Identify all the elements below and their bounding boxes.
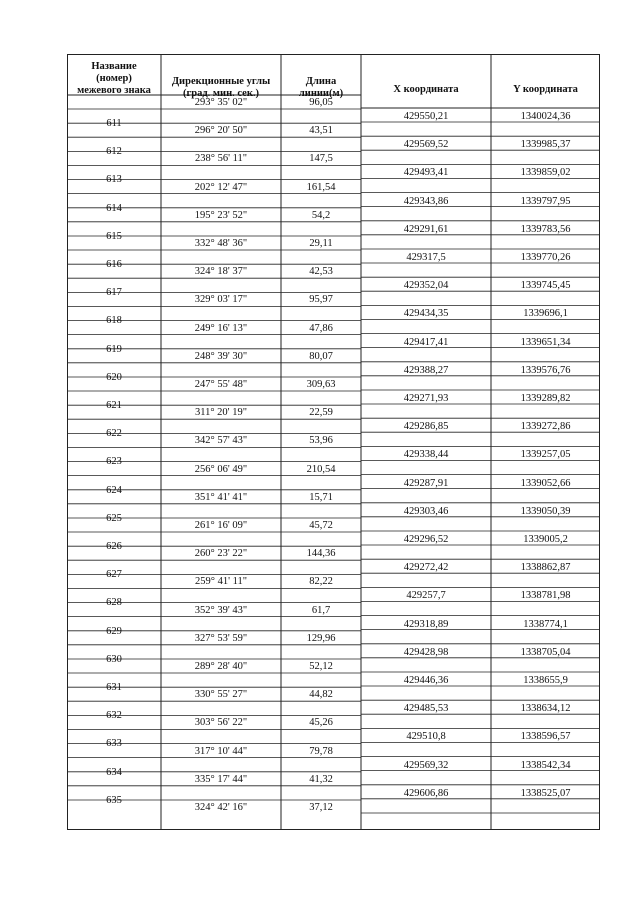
line-length-cell: 129,96 (306, 632, 336, 644)
header-marker-name: Название (номер) межевого знака (77, 61, 151, 96)
marker-name-cell: 615 (106, 230, 122, 242)
x-coordinate-cell: 429272,42 (403, 562, 449, 574)
direction-angle-cell: 202° 12' 47" (194, 181, 248, 193)
y-coordinate-cell: 1338634,12 (520, 703, 571, 715)
marker-name-cell: 631 (106, 682, 122, 693)
direction-angle-cell: 327° 53' 59" (194, 632, 248, 644)
marker-name-cell: 627 (106, 569, 122, 581)
x-coordinate-cell: 429271,93 (403, 393, 449, 404)
line-length-cell: 309,63 (306, 379, 336, 390)
x-coordinate-cell: 429493,41 (403, 167, 449, 179)
x-coordinate-cell: 429318,89 (403, 618, 449, 630)
direction-angle-cell: 259° 41' 11" (195, 576, 247, 588)
y-coordinate-cell: 1339052,66 (520, 477, 571, 489)
direction-angle-cell: 324° 42' 16" (194, 802, 248, 813)
direction-angle-cell: 238° 56' 11" (195, 153, 247, 165)
direction-angle-cell: 335° 17' 44" (194, 773, 248, 785)
x-coordinate-cell: 429510,8 (406, 731, 446, 743)
marker-name-cell: 611 (106, 118, 122, 129)
x-coordinate-cell: 429550,21 (403, 111, 449, 122)
marker-name-cell: 623 (106, 456, 122, 468)
y-coordinate-cell: 1338781,98 (520, 590, 571, 602)
y-coordinate-cell: 1339257,05 (520, 449, 571, 461)
x-coordinate-cell: 429317,5 (406, 252, 446, 263)
direction-angle-cell: 324° 18' 37" (194, 266, 248, 278)
direction-angle-cell: 330° 55' 27" (194, 689, 248, 701)
boundary-coordinates-table (67, 54, 600, 830)
y-coordinate-cell: 1339783,56 (520, 223, 571, 235)
line-length-cell: 161,54 (306, 181, 336, 193)
direction-angle-cell: 260° 23' 22" (194, 548, 248, 560)
x-coordinate-cell: 429352,04 (403, 280, 449, 292)
y-coordinate-cell: 1339859,02 (520, 167, 571, 179)
line-length-cell: 79,78 (309, 745, 333, 757)
direction-angle-cell: 317° 10' 44" (194, 745, 248, 757)
y-coordinate-cell: 1338774,1 (523, 618, 568, 630)
line-length-cell: 45,26 (309, 717, 333, 729)
line-length-cell: 96,05 (309, 97, 333, 108)
line-length-cell: 41,32 (309, 773, 333, 785)
marker-name-cell: 634 (106, 766, 122, 778)
x-coordinate-cell: 429446,36 (403, 675, 449, 686)
y-coordinate-cell: 1340024,36 (520, 111, 571, 122)
direction-angle-cell: 311° 20' 19" (195, 407, 247, 419)
direction-angle-cell: 256° 06' 49" (194, 463, 248, 475)
line-length-cell: 53,96 (309, 435, 333, 447)
line-length-cell: 210,54 (306, 463, 336, 475)
marker-name-cell: 635 (106, 794, 122, 806)
y-coordinate-cell: 1338596,57 (520, 731, 571, 743)
y-coordinate-cell: 1338862,87 (520, 562, 571, 574)
y-coordinate-cell: 1338542,34 (520, 759, 571, 771)
direction-angle-cell: 249° 16' 13" (194, 322, 248, 334)
x-coordinate-cell: 429428,98 (403, 646, 449, 658)
y-coordinate-cell: 1339745,45 (520, 280, 571, 292)
line-length-cell: 15,71 (309, 491, 333, 503)
marker-name-cell: 630 (106, 653, 122, 665)
y-coordinate-cell: 1339576,76 (520, 364, 571, 376)
y-coordinate-cell: 1339770,26 (520, 252, 571, 263)
y-coordinate-cell: 1339289,82 (520, 393, 571, 404)
marker-name-cell: 628 (106, 597, 122, 609)
header-direction-angle: Дирекционные углы (град. мин. сек.) (171, 76, 271, 99)
marker-name-cell: 622 (106, 428, 122, 440)
line-length-cell: 47,86 (309, 322, 333, 334)
y-coordinate-cell: 1338705,04 (520, 646, 571, 658)
direction-angle-cell: 342° 57' 43" (194, 435, 248, 447)
line-length-cell: 144,36 (306, 548, 336, 560)
x-coordinate-cell: 429388,27 (403, 364, 449, 376)
marker-name-cell: 633 (106, 738, 122, 750)
header-x-coordinate: X координата (393, 84, 459, 95)
marker-name-cell: 624 (106, 484, 122, 496)
line-length-cell: 45,72 (309, 520, 333, 531)
line-length-cell: 61,7 (311, 604, 331, 616)
direction-angle-cell: 248° 39' 30" (194, 350, 248, 362)
direction-angle-cell: 332° 48' 36" (194, 238, 248, 249)
x-coordinate-cell: 429287,91 (403, 477, 449, 489)
marker-name-cell: 621 (106, 400, 122, 411)
y-coordinate-cell: 1339696,1 (523, 308, 568, 320)
line-length-cell: 44,82 (309, 689, 333, 701)
line-length-cell: 80,07 (309, 350, 333, 362)
x-coordinate-cell: 429338,44 (403, 449, 449, 461)
marker-name-cell: 626 (106, 541, 122, 552)
x-coordinate-cell: 429606,86 (403, 787, 449, 799)
line-length-cell: 54,2 (311, 209, 331, 221)
marker-name-cell: 617 (106, 287, 122, 299)
direction-angle-cell: 195° 23' 52" (194, 209, 248, 221)
x-coordinate-cell: 429569,52 (403, 139, 449, 151)
x-coordinate-cell: 429343,86 (403, 195, 449, 207)
x-coordinate-cell: 429434,35 (403, 308, 449, 320)
y-coordinate-cell: 1339985,37 (520, 139, 571, 151)
y-coordinate-cell: 1338525,07 (520, 787, 571, 799)
direction-angle-cell: 289° 28' 40" (194, 661, 248, 672)
direction-angle-cell: 329° 03' 17" (194, 294, 248, 306)
line-length-cell: 52,12 (309, 661, 333, 672)
line-length-cell: 37,12 (309, 802, 333, 813)
y-coordinate-cell: 1339005,2 (523, 534, 568, 545)
marker-name-cell: 619 (106, 343, 122, 355)
y-coordinate-cell: 1339050,39 (520, 505, 571, 517)
direction-angle-cell: 352° 39' 43" (194, 604, 248, 616)
direction-angle-cell: 303° 56' 22" (194, 717, 248, 729)
marker-name-cell: 625 (106, 512, 122, 524)
x-coordinate-cell: 429286,85 (403, 421, 449, 433)
x-coordinate-cell: 429291,61 (403, 223, 449, 235)
marker-name-cell: 618 (106, 315, 122, 327)
line-length-cell: 82,22 (309, 576, 333, 588)
marker-name-cell: 614 (106, 202, 122, 214)
line-length-cell: 22,59 (309, 407, 333, 419)
direction-angle-cell: 293° 35' 02" (194, 97, 248, 108)
marker-name-cell: 613 (106, 174, 122, 186)
line-length-cell: 147,5 (309, 153, 333, 165)
header-line-length: Длина линии(м) (298, 76, 344, 99)
direction-angle-cell: 247° 55' 48" (194, 379, 248, 390)
marker-name-cell: 612 (106, 146, 122, 158)
header-y-coordinate: Y координата (513, 84, 578, 95)
line-length-cell: 42,53 (309, 266, 333, 278)
x-coordinate-cell: 429485,53 (403, 703, 449, 715)
x-coordinate-cell: 429569,32 (403, 759, 449, 771)
x-coordinate-cell: 429303,46 (403, 505, 449, 517)
y-coordinate-cell: 1338655,9 (523, 675, 568, 686)
y-coordinate-cell: 1339797,95 (520, 195, 571, 207)
direction-angle-cell: 351° 41' 41" (194, 491, 248, 503)
y-coordinate-cell: 1339272,86 (520, 421, 571, 433)
line-length-cell: 43,51 (309, 125, 333, 137)
marker-name-cell: 616 (106, 259, 122, 270)
direction-angle-cell: 261° 16' 09" (194, 520, 248, 531)
direction-angle-cell: 296° 20' 50" (194, 125, 248, 137)
marker-name-cell: 620 (106, 371, 122, 383)
line-length-cell: 95,97 (309, 294, 333, 306)
marker-name-cell: 629 (106, 625, 122, 637)
line-length-cell: 29,11 (309, 238, 333, 249)
x-coordinate-cell: 429296,52 (403, 534, 449, 545)
x-coordinate-cell: 429417,41 (403, 336, 449, 348)
x-coordinate-cell: 429257,7 (406, 590, 446, 602)
y-coordinate-cell: 1339651,34 (520, 336, 571, 348)
marker-name-cell: 632 (106, 710, 122, 722)
